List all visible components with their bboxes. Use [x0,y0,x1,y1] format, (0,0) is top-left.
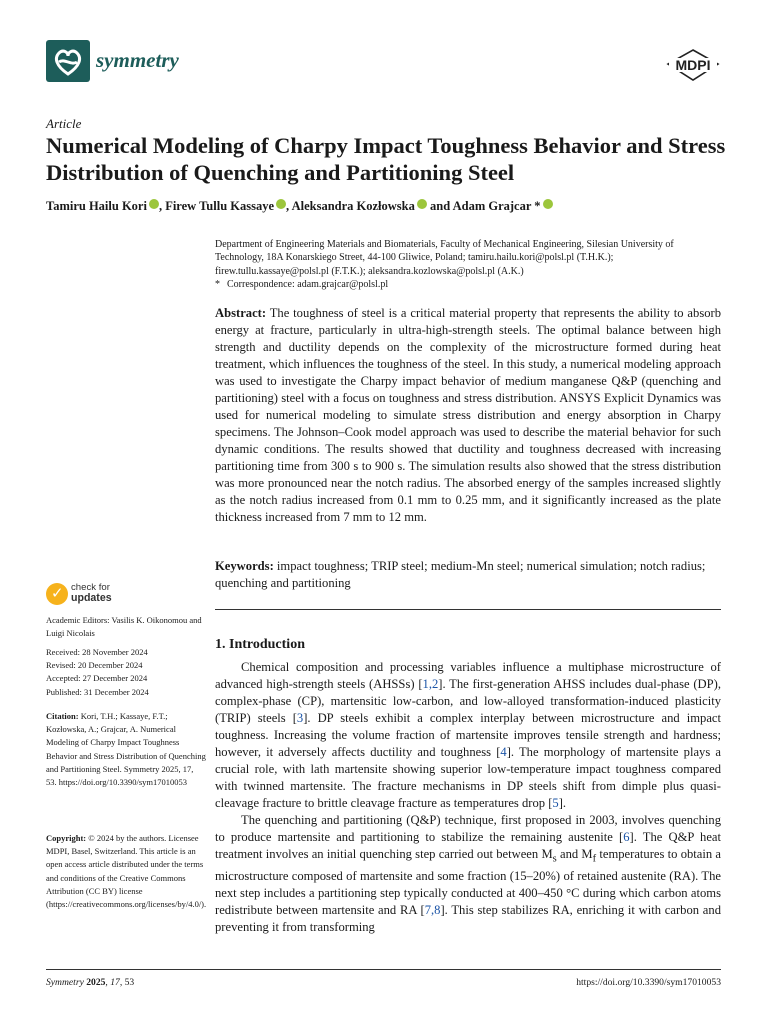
accepted-date: Accepted: 27 December 2024 [46,673,148,684]
orcid-icon[interactable] [149,199,159,209]
citation-text[interactable]: Kori, T.H.; Kassaye, F.T.; Kozłowska, A.; Grajcar, A. Numerical Modeling of Charpy Impact Toughness Behavior and Stress Distribution of Quenching and Partitioning Steel. Symmetry 2025, 17, 53. https://doi.org/10.3390/sym17010053 [46,711,206,788]
paper-title: Numerical Modeling of Charpy Impact Toughness Behavior and Stress Distribution of Quenching and Partitioning Steel [46,133,726,185]
affiliation-block [215,238,721,292]
copyright-label: Copyright: [46,833,87,843]
citation [46,710,206,789]
orcid-icon[interactable] [543,199,553,209]
publication-dates [46,646,206,699]
subscript: s [552,853,557,865]
check-for-updates-button[interactable] [46,583,156,607]
orcid-icon[interactable] [417,199,427,209]
check-label-line2: updates [71,592,112,604]
academic-editors: Academic Editors: Vasilis K. Oikonomou and Luigi Nicolais [46,615,202,639]
author-name: Tamiru Hailu Kori [46,199,147,213]
revised-date: Revised: 20 December 2024 [46,660,143,671]
section-heading: 1. Introduction [215,637,305,652]
keywords-label: Keywords: [215,559,274,573]
author-list: Tamiru Hailu Kori , Firew Tullu Kassaye , Aleksandra Kozłowska and Adam Grajcar * [46,199,736,214]
footer-divider [46,969,721,970]
author-name: Adam Grajcar * [452,199,541,213]
intro-paragraph-1: Chemical composition and processing variables influence a multiphase microstructure of advanced high-strength steels (AHSSs) [1,2]. The first-generation AHSS includes dual-phase (DP), complex-phase (CP), martensitic low-carbon, and low-alloyed transformation-induced plasticity (TRIP) steels [3]. DP steels exhibit a complex interplay between microstructure and impact toughness. Increasing the volume fraction of martensite improves tensile strength and hardness; however, it adversely affects ductility and toughness [4]. The morphology of martensite plays a crucial role, with lath martensite showing superior low-temperature impact toughness compared with twinned martensite. The fracture mechanisms in DP steels shift from dimple plus quasi-cleavage fracture to brittle cleavage fracture as temperatures drop [5]. [215,660,721,810]
mdpi-logo-icon[interactable] [666,48,720,82]
subscript: f [592,853,597,865]
keywords-text: impact toughness; TRIP steel; medium-Mn steel; numerical simulation; notch radius; quenching and partitioning [215,559,706,590]
article-type: Article [46,116,82,131]
introduction-body [215,659,721,936]
journal-logo-icon [46,40,90,82]
journal-name[interactable]: symmetry [96,48,179,72]
abstract-text: The toughness of steel is a critical material property that represents the ability to absorb energy at fracture, particularly in ultra-high-strength steels. The optimal balance between high strength and ductility depends on the complexity of the microstructure formed during heat treatment, which influences the toughness of the steel. In this study, a numerical modeling approach was used to investigate the Charpy impact behavior of medium manganese Q&P (quenching and partitioning) steel with a focus on toughness and stress distribution. ANSYS Explicit Dynamics was used for numerical modeling to simulate stress distribution and energy absorption in Charpy specimens. The Johnson–Cook model approach was used to describe the material behavior for such dynamic conditions. The results showed that ductility and toughness decreased with increasing partitioning time from 300 s to 900 s. The simulation results also showed that the stress distribution was more pronounced near the notch radius. The absorbed energy of the samples increased slightly as the notch radius increased from 0.1 mm to 0.25 mm, and it significantly increased as the plate thickness increased from 7 mm to 12 mm. [215,306,722,524]
keywords [215,558,721,592]
publisher-name: MDPI [675,57,711,73]
citation-label: Citation: [46,711,79,721]
received-date: Received: 28 November 2024 [46,647,148,657]
footer-citation: Symmetry 2025, 17, 53 [46,977,135,988]
reference-link[interactable]: 7,8 [424,902,441,917]
affiliation-text: Department of Engineering Materials and Biomaterials, Faculty of Mechanical Engineering, Silesian University of Technology, 18A Konarskiego Street, 44-100 Gliwice, Poland; tamiru.hailu.kori@polsl.pl (T.H.K.); firew.tullu.kassaye@polsl.pl (F.T.K.); aleksandra.kozlowska@polsl.pl (A.K.) [215,239,674,277]
reference-link[interactable]: 3 [296,711,304,725]
reference-link[interactable]: 6 [623,830,630,844]
reference-link[interactable]: 4 [500,745,507,759]
copyright [46,832,206,911]
abstract-label: Abstract: [215,306,267,320]
abstract [215,305,721,526]
checkmark-icon: ✓ [51,584,64,602]
check-label-line1: check for [71,582,110,593]
reference-link[interactable]: 1,2 [422,677,439,691]
footer-doi-link[interactable]: https://doi.org/10.3390/sym17010053 [576,977,721,988]
author-name: Aleksandra Kozłowska [291,199,415,213]
reference-link[interactable]: 5 [552,796,559,810]
section-divider [215,609,721,610]
copyright-text: © 2024 by the authors. Licensee MDPI, Basel, Switzerland. This article is an open access article distributed under the terms and conditions of the Creative Commons Attribution (CC BY) license (https://creativecommons.org/licenses/by/4.0/). [46,833,207,910]
intro-paragraph-2: The quenching and partitioning (Q&P) technique, first proposed in 2003, involves quenching to produce martensite and partitioning to stabilize the remaining austenite [6]. The Q&P heat treatment involves an initial quenching step carried out between $M_s$ and $M_f$ temperatures to obtain a microstructure composed of martensite and some fraction (15–20%) of retained austenite (RA). The next step includes a partitioning step typically conducted at 400–450 °C during which carbon atoms redistribute between martensite and RA [7,8]. This step stabilizes RA, enriching it with carbon and preventing it from transforming [215,813,722,934]
correspondence: * Correspondence: adam.grajcar@polsl.pl [215,279,389,291]
author-name: Firew Tullu Kassaye [165,199,275,213]
orcid-icon[interactable] [276,199,286,209]
published-date: Published: 31 December 2024 [46,686,149,697]
